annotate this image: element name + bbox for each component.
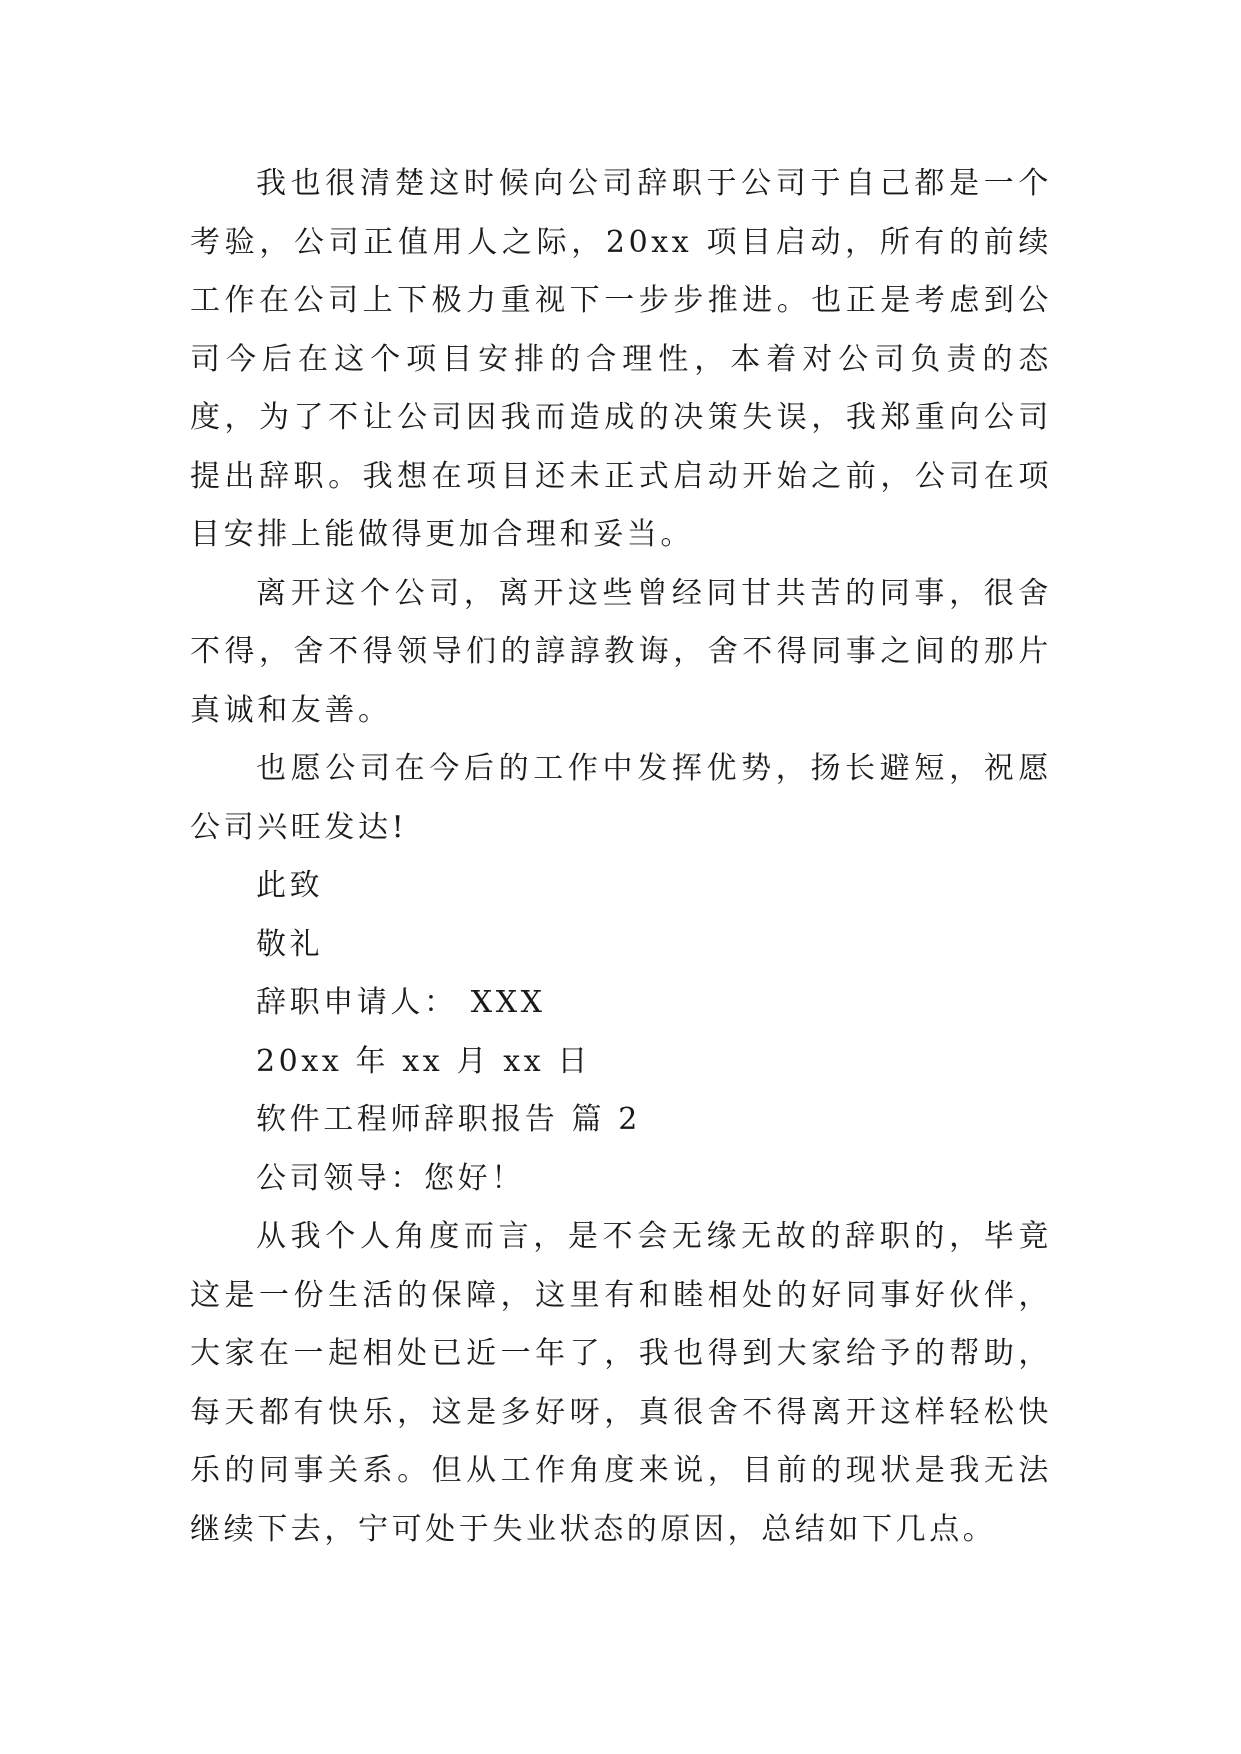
document-page — [190, 155, 1052, 1559]
body-paragraph: 离开这个公司，离开这些曾经同甘共苦的同事，很舍不得，舍不得领导们的諄諄教诲，舍不得同事之间的那片真诚和友善。 — [190, 575, 1052, 728]
applicant-signature: 辞职申请人： XXX — [256, 985, 546, 1020]
body-paragraph: 我也很清楚这时候向公司辞职于公司于自己都是一个考验，公司正值用人之际，20xx 项目启动，所有的前续工作在公司上下极力重视下一步步推进。也正是考虑到公司今后在这个项目安排的合理性，本着对公司负责的态度，为了不让公司因我而造成的决策失误，我郑重向公司提出辞职。我想在项目还未正式启动开始之前，公司在项目安排上能做得更加合理和妥当。 — [190, 166, 1052, 552]
closing-regards: 敬礼 — [256, 926, 324, 962]
body-paragraph: 从我个人角度而言，是不会无缘无故的辞职的，毕竟这是一份生活的保障，这里有和睦相处的好同事好伙伴，大家在一起相处已近一年了，我也得到大家给予的帮助，每天都有快乐，这是多好呀，真很舍不得离开这样轻松快乐的同事关系。但从工作角度来说，目前的现状是我无法继续下去，宁可处于失业状态的原因，总结如下几点。 — [190, 1219, 1052, 1547]
closing-salutation: 此致 — [256, 868, 324, 903]
letter-date: 20xx 年 xx 月 xx 日 — [256, 1043, 591, 1079]
section-title: 软件工程师辞职报告 篇 2 — [256, 1102, 641, 1137]
letter-greeting: 公司领导：您好！ — [256, 1160, 525, 1196]
body-paragraph: 也愿公司在今后的工作中发挥优势，扬长避短，祝愿公司兴旺发达! — [190, 751, 1052, 845]
